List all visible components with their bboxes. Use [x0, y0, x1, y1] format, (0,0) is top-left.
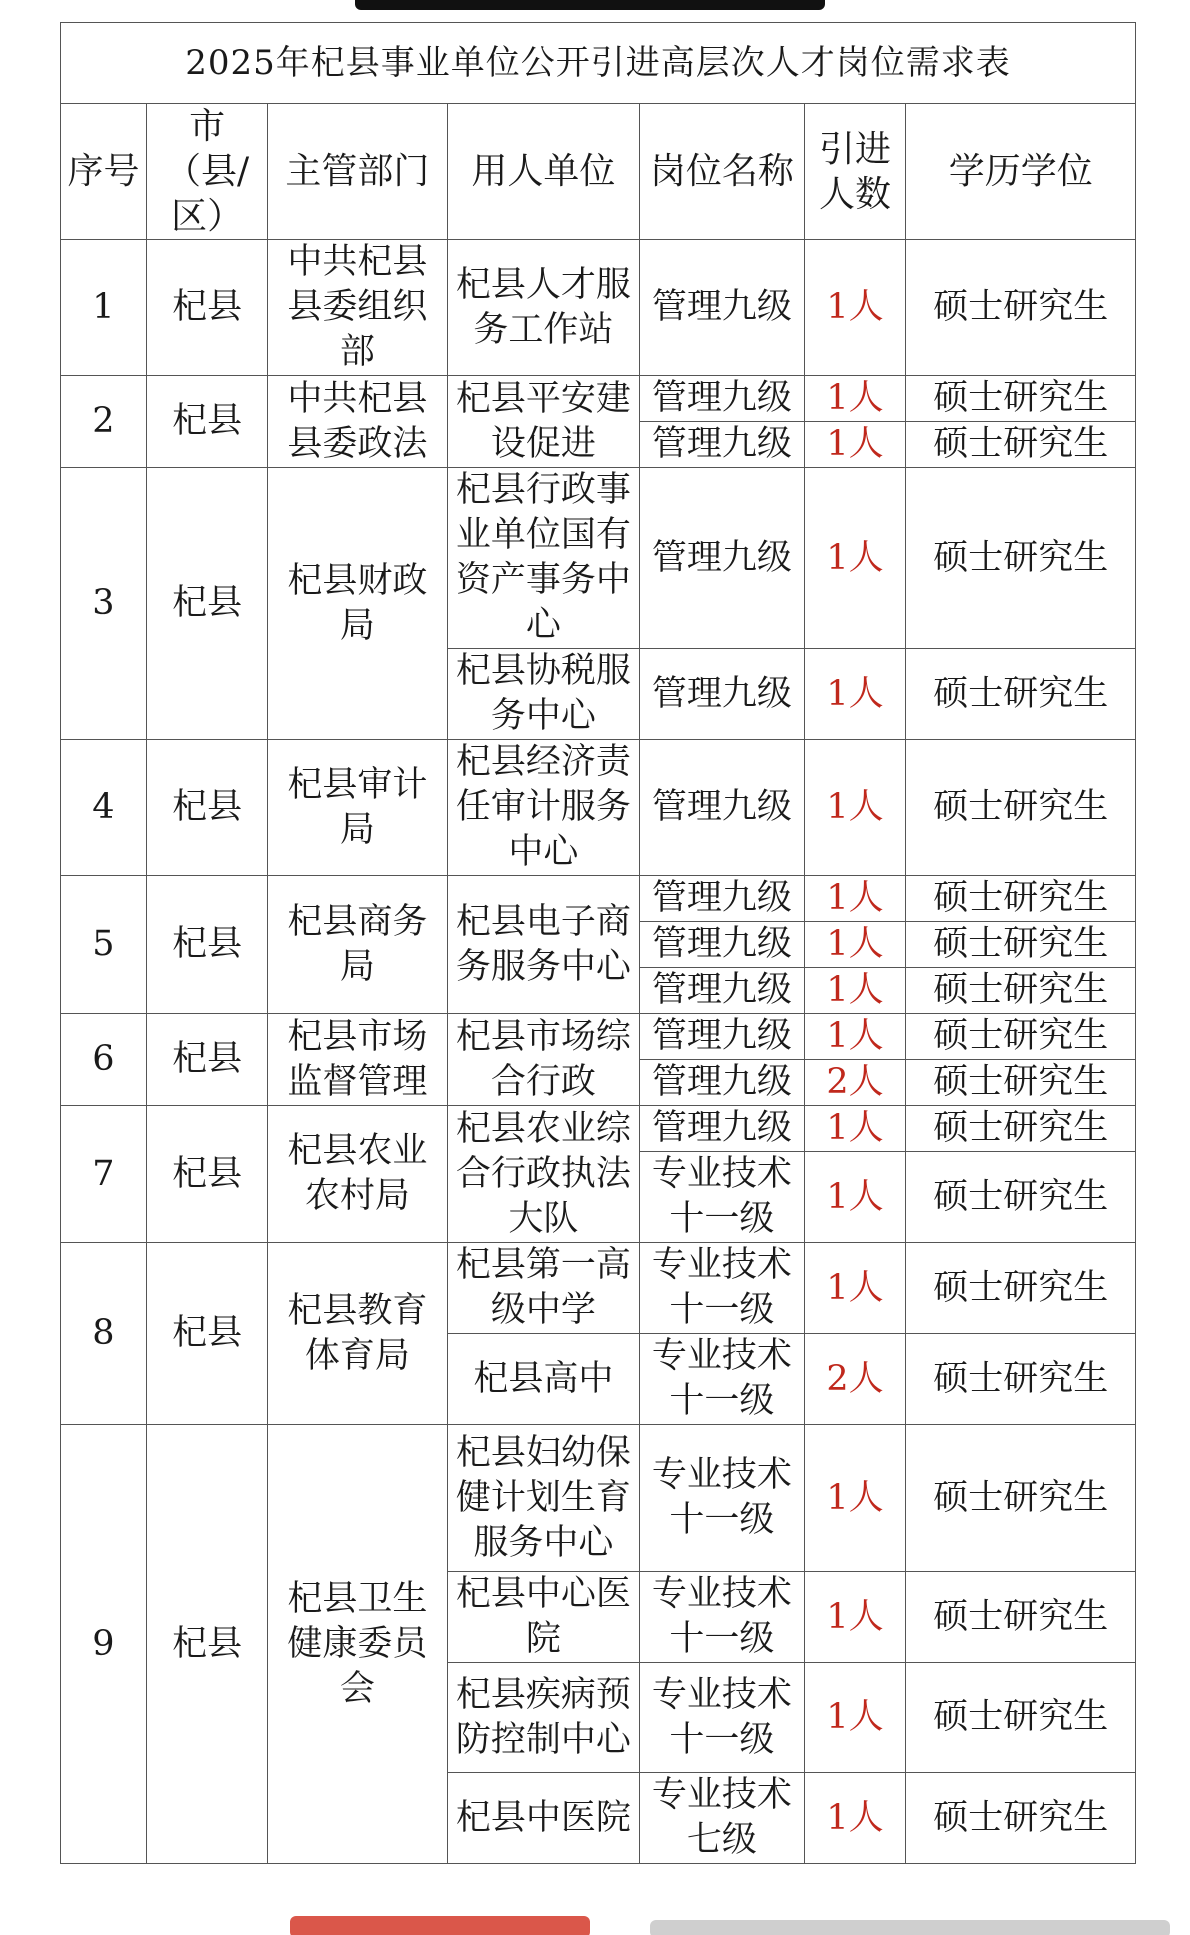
- cell-count: 1人: [804, 1243, 906, 1334]
- cell-seq: 2: [61, 376, 147, 468]
- cell-post: 专业技术十一级: [640, 1152, 804, 1243]
- cell-city: 杞县: [146, 240, 267, 376]
- cell-edu: 硕士研究生: [906, 376, 1136, 422]
- table-body: [61, 240, 1136, 1864]
- cell-unit: 杞县中医院: [447, 1773, 640, 1864]
- header-city: 市（县/区）: [146, 104, 267, 240]
- header-post: 岗位名称: [640, 104, 804, 240]
- cell-count: 1人: [804, 968, 906, 1014]
- footer-red-text-fragment: [290, 1916, 590, 1935]
- cell-count: 1人: [804, 740, 906, 876]
- cell-city: 杞县: [146, 1014, 267, 1106]
- cell-post: 管理九级: [640, 649, 804, 740]
- table-row: [61, 1243, 1136, 1334]
- cell-count: 1人: [804, 1572, 906, 1663]
- cell-post: 管理九级: [640, 922, 804, 968]
- cell-dept: 杞县市场监督管理: [268, 1014, 447, 1106]
- cell-edu: 硕士研究生: [906, 649, 1136, 740]
- cell-edu: 硕士研究生: [906, 922, 1136, 968]
- table-row: [61, 876, 1136, 922]
- cell-post: 管理九级: [640, 422, 804, 468]
- header-seq: 序号: [61, 104, 147, 240]
- cell-post: 专业技术十一级: [640, 1663, 804, 1773]
- cell-post: 专业技术十一级: [640, 1425, 804, 1572]
- cell-edu: 硕士研究生: [906, 1663, 1136, 1773]
- cell-post: 管理九级: [640, 1106, 804, 1152]
- cell-edu: 硕士研究生: [906, 740, 1136, 876]
- cell-count: 1人: [804, 1152, 906, 1243]
- cell-post: 专业技术十一级: [640, 1243, 804, 1334]
- table-row: [61, 1014, 1136, 1060]
- cell-count: 2人: [804, 1334, 906, 1425]
- cell-city: 杞县: [146, 468, 267, 740]
- cell-count: 1人: [804, 1014, 906, 1060]
- cell-count: 1人: [804, 468, 906, 649]
- cell-city: 杞县: [146, 876, 267, 1014]
- cell-post: 专业技术七级: [640, 1773, 804, 1864]
- cell-unit: 杞县高中: [447, 1334, 640, 1425]
- cell-dept: 杞县商务局: [268, 876, 447, 1014]
- cell-edu: 硕士研究生: [906, 468, 1136, 649]
- cell-count: 2人: [804, 1060, 906, 1106]
- table-row: [61, 740, 1136, 876]
- cell-seq: 4: [61, 740, 147, 876]
- cell-unit: 杞县平安建设促进: [447, 376, 640, 468]
- header-edu: 学历学位: [906, 104, 1136, 240]
- cell-seq: 5: [61, 876, 147, 1014]
- cell-count: 1人: [804, 1425, 906, 1572]
- cell-dept: 杞县财政局: [268, 468, 447, 740]
- cell-city: 杞县: [146, 740, 267, 876]
- table-row: [61, 240, 1136, 376]
- cell-unit: 杞县妇幼保健计划生育服务中心: [447, 1425, 640, 1572]
- cell-dept: 杞县农业农村局: [268, 1106, 447, 1243]
- cell-count: 1人: [804, 876, 906, 922]
- cell-count: 1人: [804, 1106, 906, 1152]
- cell-seq: 8: [61, 1243, 147, 1425]
- cell-unit: 杞县疾病预防控制中心: [447, 1663, 640, 1773]
- cropped-header-banner: [355, 0, 825, 10]
- cell-seq: 1: [61, 240, 147, 376]
- cell-edu: 硕士研究生: [906, 1334, 1136, 1425]
- cell-unit: 杞县人才服务工作站: [447, 240, 640, 376]
- cell-count: 1人: [804, 376, 906, 422]
- cell-edu: 硕士研究生: [906, 1014, 1136, 1060]
- cell-edu: 硕士研究生: [906, 422, 1136, 468]
- cell-post: 管理九级: [640, 740, 804, 876]
- header-dept: 主管部门: [268, 104, 447, 240]
- table-row: [61, 376, 1136, 422]
- cropped-footer-banner: [0, 1908, 1190, 1935]
- cell-post: 管理九级: [640, 468, 804, 649]
- cell-edu: 硕士研究生: [906, 1773, 1136, 1864]
- cell-count: 1人: [804, 422, 906, 468]
- cell-unit: 杞县中心医院: [447, 1572, 640, 1663]
- cell-dept: 杞县审计局: [268, 740, 447, 876]
- cell-dept: 杞县教育体育局: [268, 1243, 447, 1425]
- cell-seq: 7: [61, 1106, 147, 1243]
- cell-city: 杞县: [146, 1425, 267, 1864]
- cell-unit: 杞县第一高级中学: [447, 1243, 640, 1334]
- cell-post: 管理九级: [640, 1060, 804, 1106]
- cell-post: 管理九级: [640, 876, 804, 922]
- cell-post: 管理九级: [640, 240, 804, 376]
- cell-count: 1人: [804, 1663, 906, 1773]
- cell-count: 1人: [804, 649, 906, 740]
- cell-unit: 杞县电子商务服务中心: [447, 876, 640, 1014]
- cell-dept: 杞县卫生健康委员会: [268, 1425, 447, 1864]
- cell-edu: 硕士研究生: [906, 1152, 1136, 1243]
- requirements-table: [60, 22, 1136, 1864]
- cell-unit: 杞县市场综合行政: [447, 1014, 640, 1106]
- table-row: [61, 468, 1136, 649]
- cell-unit: 杞县农业综合行政执法大队: [447, 1106, 640, 1243]
- cell-edu: 硕士研究生: [906, 1572, 1136, 1663]
- cell-post: 专业技术十一级: [640, 1572, 804, 1663]
- cell-edu: 硕士研究生: [906, 1243, 1136, 1334]
- cell-unit: 杞县行政事业单位国有资产事务中心: [447, 468, 640, 649]
- cell-unit: 杞县协税服务中心: [447, 649, 640, 740]
- cell-city: 杞县: [146, 1243, 267, 1425]
- cell-city: 杞县: [146, 376, 267, 468]
- cell-seq: 9: [61, 1425, 147, 1864]
- cell-post: 管理九级: [640, 1014, 804, 1060]
- cell-count: 1人: [804, 1773, 906, 1864]
- header-count: 引进人数: [804, 104, 906, 240]
- cell-unit: 杞县经济责任审计服务中心: [447, 740, 640, 876]
- header-unit: 用人单位: [447, 104, 640, 240]
- cell-post: 管理九级: [640, 376, 804, 422]
- cell-post: 管理九级: [640, 968, 804, 1014]
- cell-seq: 6: [61, 1014, 147, 1106]
- cell-count: 1人: [804, 922, 906, 968]
- cell-seq: 3: [61, 468, 147, 740]
- cell-edu: 硕士研究生: [906, 876, 1136, 922]
- cell-edu: 硕士研究生: [906, 1060, 1136, 1106]
- cell-count: 1人: [804, 240, 906, 376]
- table-row: [61, 1106, 1136, 1152]
- table-title: 2025年杞县事业单位公开引进高层次人才岗位需求表: [61, 23, 1136, 104]
- cell-dept: 中共杞县县委组织部: [268, 240, 447, 376]
- footer-gray-text-fragment: [650, 1920, 1170, 1935]
- cell-city: 杞县: [146, 1106, 267, 1243]
- cell-edu: 硕士研究生: [906, 1425, 1136, 1572]
- cell-edu: 硕士研究生: [906, 240, 1136, 376]
- cell-post: 专业技术十一级: [640, 1334, 804, 1425]
- cell-edu: 硕士研究生: [906, 1106, 1136, 1152]
- cell-dept: 中共杞县县委政法: [268, 376, 447, 468]
- cell-edu: 硕士研究生: [906, 968, 1136, 1014]
- table-row: [61, 1425, 1136, 1572]
